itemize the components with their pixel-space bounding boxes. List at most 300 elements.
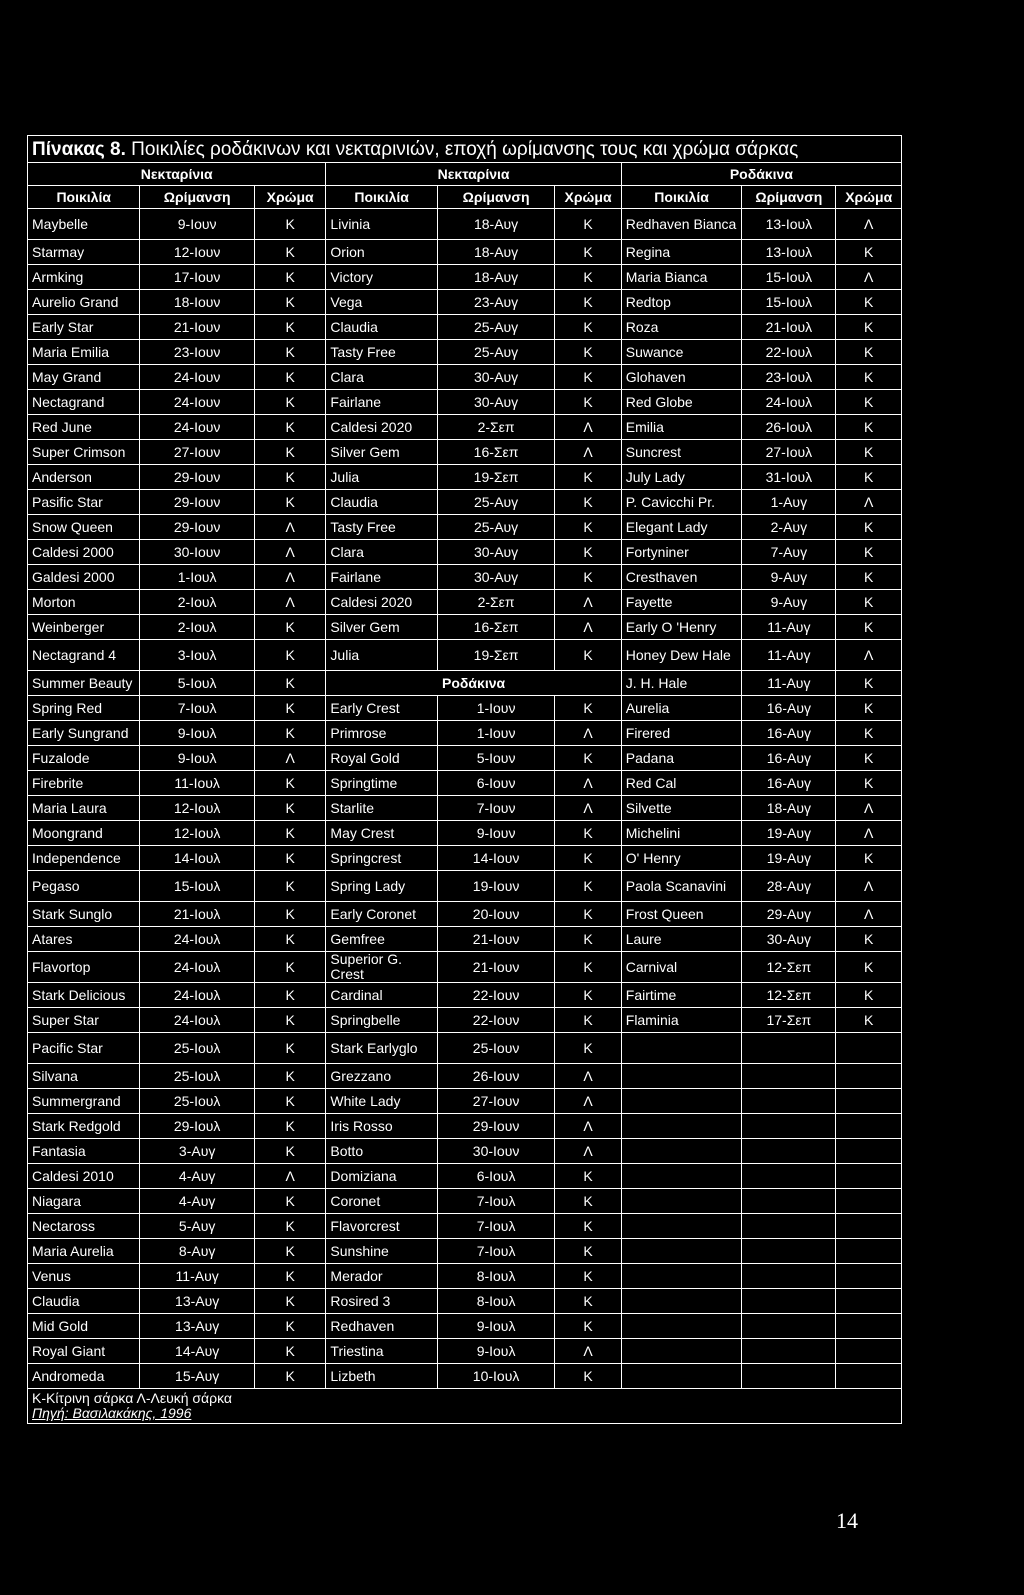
table-cell: Κ [836,440,902,465]
table-cell: Caldesi 2000 [28,540,140,565]
table-cell: Κ [254,1089,326,1114]
table-cell: 18-Αυγ [437,265,555,290]
table-cell: Λ [555,1339,621,1364]
table-row [28,340,902,365]
table-cell: Κ [836,365,902,390]
table-title: Πίνακας 8. Ποικιλίες ροδάκινων και νεκταρινιών, εποχή ωρίμανσης τους και χρώμα σάρκας [28,136,902,163]
table-cell: 17-Ιουν [140,265,254,290]
column-header: Χρώμα [555,186,621,209]
table-cell: Κ [555,209,621,240]
page-number: 14 [836,1508,858,1533]
table-cell: 11-Αυγ [140,1264,254,1289]
table-cell: 22-Ιουν [437,983,555,1008]
table-cell [742,1289,836,1314]
table-cell: Maria Aurelia [28,1239,140,1264]
table-cell: Κ [254,365,326,390]
table-cell [742,1089,836,1114]
table-cell: 3-Αυγ [140,1139,254,1164]
table-row [28,209,902,240]
table-cell [836,1314,902,1339]
table-cell: Stark Delicious [28,983,140,1008]
table-cell: 25-Αυγ [437,490,555,515]
table-body [28,209,902,1424]
table-footer [28,1389,902,1424]
table-cell [621,1264,742,1289]
table-cell: 14-Αυγ [140,1339,254,1364]
table-cell [836,1064,902,1089]
table-cell: 6-Ιουλ [437,1164,555,1189]
table-cell: Κ [555,871,621,902]
table-cell: 8-Αυγ [140,1239,254,1264]
table-cell: Λ [555,590,621,615]
table-cell: Fairlane [326,565,437,590]
table-cell [621,1064,742,1089]
table-cell: Red June [28,415,140,440]
table-cell [621,1189,742,1214]
table-cell: 20-Ιουν [437,902,555,927]
table-cell [836,1033,902,1064]
column-header: Ποικιλία [28,186,140,209]
table-cell: Iris Rosso [326,1114,437,1139]
table-cell: Λ [254,1164,326,1189]
table-cell: Λ [555,796,621,821]
table-cell [836,1289,902,1314]
table-cell [836,1189,902,1214]
table-cell [621,1139,742,1164]
table-cell: 18-Ιουν [140,290,254,315]
table-cell: 18-Αυγ [742,796,836,821]
table-cell: Κ [555,746,621,771]
table-cell [836,1264,902,1289]
table-cell [621,1033,742,1064]
table-cell: Starmay [28,240,140,265]
table-cell: Λ [836,871,902,902]
table-cell: Κ [254,1114,326,1139]
table-cell [742,1064,836,1089]
table-cell: Snow Queen [28,515,140,540]
table-cell: Λ [254,590,326,615]
table-cell: Nectagrand 4 [28,640,140,671]
table-cell: Early Crest [326,696,437,721]
table-cell [836,1089,902,1114]
table-cell: Royal Gold [326,746,437,771]
table-cell: Κ [555,265,621,290]
table-cell: Orion [326,240,437,265]
table-cell: Spring Lady [326,871,437,902]
table-cell: Caldesi 2010 [28,1164,140,1189]
table-cell: Fuzalode [28,746,140,771]
table-cell [742,1189,836,1214]
column-header: Ποικιλία [326,186,437,209]
table-cell: 21-Ιουλ [140,902,254,927]
table-cell: 21-Ιουν [140,315,254,340]
table-row [28,1064,902,1089]
legend-text: Κ-Κίτρινη σάρκα Λ-Λευκή σάρκα [32,1390,233,1406]
table-cell [621,1289,742,1314]
table-cell: Springbelle [326,1008,437,1033]
table-cell: 8-Ιουλ [437,1289,555,1314]
table-cell: 11-Αυγ [742,615,836,640]
table-cell: 30-Αυγ [437,565,555,590]
table-cell: 1-Ιουν [437,721,555,746]
table-cell: 14-Ιουν [437,846,555,871]
table-cell: 5-Αυγ [140,1214,254,1239]
table-cell: Λ [836,265,902,290]
table-cell: Flaminia [621,1008,742,1033]
table-cell: Κ [836,696,902,721]
table-cell: 24-Ιουν [140,415,254,440]
table-cell: Fantasia [28,1139,140,1164]
table-cell: Κ [836,515,902,540]
table-cell: Maria Laura [28,796,140,821]
table-cell: Κ [254,490,326,515]
table-cell: Merador [326,1264,437,1289]
table-cell: 4-Αυγ [140,1189,254,1214]
table-cell: Nectaross [28,1214,140,1239]
table-cell: Κ [555,1364,621,1389]
table-cell: Pasific Star [28,490,140,515]
table-cell: Silvette [621,796,742,821]
table-cell: Λ [836,796,902,821]
table-row [28,1033,902,1064]
table-cell: Κ [254,615,326,640]
table-row [28,1264,902,1289]
table-cell: Κ [836,983,902,1008]
table-cell: Κ [254,771,326,796]
table-cell: 27-Ιουν [140,440,254,465]
table-cell: Κ [254,696,326,721]
table-row [28,671,902,696]
table-cell: Rosired 3 [326,1289,437,1314]
group-header-nectarines-2: Νεκταρίνια [326,163,621,186]
source-text: Πηγή: Βασιλακάκης, 1996 [32,1405,192,1421]
table-cell: Λ [555,1139,621,1164]
table-row [28,1364,902,1389]
table-cell: Stark Sunglo [28,902,140,927]
table-cell: Κ [555,490,621,515]
table-cell: Κ [254,415,326,440]
table-cell [742,1214,836,1239]
table-cell: 29-Ιουλ [140,1114,254,1139]
table-cell [621,1114,742,1139]
table-cell [742,1314,836,1339]
table-cell: Clara [326,540,437,565]
table-cell: Κ [836,540,902,565]
table-cell: Caldesi 2020 [326,590,437,615]
table-cell: 22-Ιουλ [742,340,836,365]
table-cell: Moongrand [28,821,140,846]
table-cell: 29-Ιουν [140,515,254,540]
table-cell: 24-Ιουλ [140,927,254,952]
table-cell: 21-Ιουλ [742,315,836,340]
table-row [28,927,902,952]
table-cell: 9-Ιουλ [140,746,254,771]
table-cell: Λ [836,209,902,240]
table-cell: Κ [254,983,326,1008]
table-cell: Venus [28,1264,140,1289]
table-cell: 25-Ιουλ [140,1089,254,1114]
table-cell: 11-Ιουλ [140,771,254,796]
table-cell: 9-Ιουλ [437,1339,555,1364]
table-cell: Regina [621,240,742,265]
table-cell: Κ [254,640,326,671]
table-cell: 2-Ιουλ [140,590,254,615]
table-cell: 11-Αυγ [742,671,836,696]
table-cell: Fortyniner [621,540,742,565]
table-cell: Springtime [326,771,437,796]
table-row [28,771,902,796]
table-cell: Aurelio Grand [28,290,140,315]
table-cell: Anderson [28,465,140,490]
table-cell: 24-Ιουλ [140,1008,254,1033]
table-cell: Κ [555,696,621,721]
table-cell: Κ [254,290,326,315]
table-cell: 1-Ιουλ [140,565,254,590]
table-cell: Κ [836,315,902,340]
table-cell [742,1264,836,1289]
table-row [28,365,902,390]
table-cell: Κ [836,290,902,315]
table-cell: Λ [555,771,621,796]
table-cell: Spring Red [28,696,140,721]
table-cell: Κ [836,846,902,871]
table-cell: 24-Ιουλ [140,983,254,1008]
table-cell: White Lady [326,1089,437,1114]
table-row [28,390,902,415]
table-cell: Κ [836,340,902,365]
table-cell: 23-Ιουλ [742,365,836,390]
table-cell: 12-Σεπ [742,983,836,1008]
table-cell: Κ [254,796,326,821]
table-row [28,265,902,290]
table-cell: Κ [254,1214,326,1239]
table-row [28,590,902,615]
table-cell: Κ [555,565,621,590]
table-cell: Frost Queen [621,902,742,927]
table-cell: 16-Αυγ [742,771,836,796]
table-cell: 19-Αυγ [742,846,836,871]
table-cell: Coronet [326,1189,437,1214]
table-cell: Victory [326,265,437,290]
varieties-table [27,135,902,1424]
table-cell: Κ [555,1008,621,1033]
table-cell: Κ [836,465,902,490]
table-cell: 9-Ιουλ [140,721,254,746]
table-cell: 26-Ιουν [437,1064,555,1089]
table-cell: Flavortop [28,952,140,983]
table-cell: Κ [254,1239,326,1264]
table-cell: 29-Ιουν [437,1114,555,1139]
table-cell [621,1214,742,1239]
table-cell [621,1314,742,1339]
table-cell: 21-Ιουν [437,927,555,952]
table-cell: Κ [555,1164,621,1189]
table-cell [836,1214,902,1239]
table-cell: Maria Emilia [28,340,140,365]
table-cell [836,1364,902,1389]
table-cell: 25-Αυγ [437,515,555,540]
table-row [28,515,902,540]
table-cell: 13-Αυγ [140,1314,254,1339]
table-row [28,640,902,671]
table-cell: Λ [555,721,621,746]
table-cell: 14-Ιουλ [140,846,254,871]
table-cell: 2-Αυγ [742,515,836,540]
table-cell: 24-Ιουν [140,390,254,415]
table-cell: Κ [254,721,326,746]
table-cell: Nectagrand [28,390,140,415]
table-cell: Summergrand [28,1089,140,1114]
table-cell: Λ [555,1114,621,1139]
table-cell: Κ [555,540,621,565]
table-cell: 15-Ιουλ [140,871,254,902]
table-cell: 27-Ιουν [437,1089,555,1114]
table-cell: Κ [555,365,621,390]
table-cell: 5-Ιουν [437,746,555,771]
table-cell: Λ [254,515,326,540]
table-cell: 30-Αυγ [437,540,555,565]
table-cell [742,1164,836,1189]
table-cell: Pacific Star [28,1033,140,1064]
table-cell: 9-Ιουν [140,209,254,240]
table-cell: Κ [836,590,902,615]
table-cell: Λ [254,540,326,565]
table-cell: 19-Αυγ [742,821,836,846]
table-cell: 7-Αυγ [742,540,836,565]
table-cell: 23-Αυγ [437,290,555,315]
table-cell: Κ [254,821,326,846]
table-row [28,440,902,465]
table-cell: Κ [836,615,902,640]
table-cell: Κ [836,671,902,696]
table-cell: Red Globe [621,390,742,415]
table-cell: Κ [555,290,621,315]
table-row [28,821,902,846]
table-cell: 30-Αυγ [742,927,836,952]
table-cell: Κ [254,1314,326,1339]
table-cell: Κ [254,265,326,290]
table-cell: Κ [254,340,326,365]
table-cell: Κ [555,846,621,871]
table-cell: 31-Ιουλ [742,465,836,490]
table-cell: Κ [254,927,326,952]
table-cell: Pegaso [28,871,140,902]
column-header: Ωρίμανση [742,186,836,209]
table-cell: Independence [28,846,140,871]
table-row [28,1214,902,1239]
table-cell: Niagara [28,1189,140,1214]
table-cell: 15-Αυγ [140,1364,254,1389]
table-cell: 8-Ιουλ [437,1264,555,1289]
column-header: Ωρίμανση [437,186,555,209]
table-cell: 22-Ιουν [437,1008,555,1033]
table-cell: Mid Gold [28,1314,140,1339]
table-cell: 25-Αυγ [437,315,555,340]
table-cell: May Crest [326,821,437,846]
table-cell: 24-Ιουν [140,365,254,390]
table-cell: 25-Ιουν [437,1033,555,1064]
column-header-row [28,186,902,209]
table-cell: Κ [254,671,326,696]
table-cell: July Lady [621,465,742,490]
table-cell: 16-Αυγ [742,721,836,746]
table-cell: Λ [836,902,902,927]
table-cell: Claudia [326,490,437,515]
table-cell: Superior G. Crest [326,952,437,983]
table-row [28,1164,902,1189]
table-cell: 7-Ιουλ [437,1214,555,1239]
table-cell: Κ [555,983,621,1008]
table-cell: Early Coronet [326,902,437,927]
table-cell [742,1239,836,1264]
table-cell: Emilia [621,415,742,440]
table-cell: Domiziana [326,1164,437,1189]
table-cell: Royal Giant [28,1339,140,1364]
table-row [28,1189,902,1214]
table-cell: Andromeda [28,1364,140,1389]
table-cell: 25-Ιουλ [140,1033,254,1064]
table-cell: Laure [621,927,742,952]
table-cell [621,1364,742,1389]
table-cell: Κ [555,1239,621,1264]
column-header: Χρώμα [254,186,326,209]
table-cell [742,1339,836,1364]
table-cell: 23-Ιουν [140,340,254,365]
table-cell: 9-Αυγ [742,565,836,590]
table-cell: Κ [254,1339,326,1364]
table-cell: Starlite [326,796,437,821]
table-cell [742,1364,836,1389]
table-cell: P. Cavicchi Pr. [621,490,742,515]
table-cell: 12-Ιουλ [140,796,254,821]
table-cell: Cresthaven [621,565,742,590]
table-cell: O' Henry [621,846,742,871]
table-cell: Κ [555,1033,621,1064]
table-cell [621,1239,742,1264]
table-cell: Julia [326,640,437,671]
table-cell: Summer Beauty [28,671,140,696]
table-row [28,1239,902,1264]
table-cell: Κ [555,1289,621,1314]
table-cell: Κ [555,1264,621,1289]
table-cell: Redhaven [326,1314,437,1339]
table-cell: Κ [254,1264,326,1289]
table-row [28,465,902,490]
table-cell: Clara [326,365,437,390]
table-cell: 2-Σεπ [437,415,555,440]
table-cell: 13-Αυγ [140,1289,254,1314]
table-cell: 7-Ιουν [437,796,555,821]
table-cell: Κ [254,952,326,983]
table-row [28,290,902,315]
table-cell: Paola Scanavini [621,871,742,902]
table-cell: Firebrite [28,771,140,796]
table-cell: Κ [555,821,621,846]
table-cell: Honey Dew Hale [621,640,742,671]
table-cell: Κ [836,952,902,983]
table-cell: Κ [254,1008,326,1033]
table-row [28,1139,902,1164]
table-cell: 7-Ιουλ [437,1239,555,1264]
table-cell: Claudia [28,1289,140,1314]
table-cell: Λ [555,440,621,465]
table-cell: Κ [254,1189,326,1214]
table-row [28,1339,902,1364]
table-cell: 24-Ιουλ [140,952,254,983]
table-cell: 9-Ιουν [437,821,555,846]
table-row [28,696,902,721]
table-cell: Early Star [28,315,140,340]
